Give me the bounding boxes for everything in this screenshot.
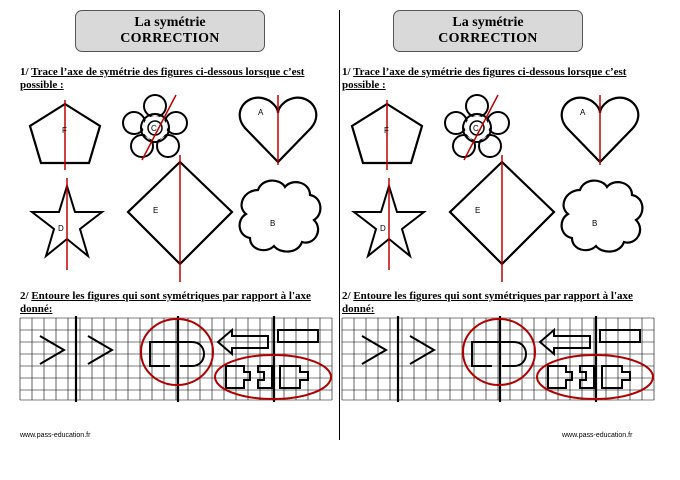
symmetry-grid	[20, 316, 332, 402]
figure-letter-f: F	[62, 126, 67, 135]
figure-cloud	[240, 181, 321, 252]
figure-heart	[240, 95, 317, 165]
figure-letter-b: B	[270, 219, 276, 228]
figure-rhombus	[128, 155, 232, 282]
page-subtitle-copy: CORRECTION	[438, 31, 538, 46]
question-1-text: Trace l’axe de symétrie des figures ci-dessous lorsque c’est possible :	[20, 66, 305, 91]
figure-letter-f-copy: F	[384, 126, 389, 135]
question-2-text: Entoure les figures qui sont symétriques par rapport à l'axe donné:	[20, 290, 311, 315]
figure-letter-d-copy: D	[380, 224, 386, 233]
figure-letter-a-copy: A	[580, 108, 586, 117]
figure-star	[32, 178, 102, 270]
figure-letter-d: D	[58, 224, 64, 233]
figure-letter-a: A	[258, 108, 264, 117]
figure-letter-e-copy: E	[475, 206, 481, 215]
question-1-text-copy: Trace l’axe de symétrie des figures ci-dessous lorsque c’est possible :	[342, 66, 627, 91]
figure-pentagon	[30, 100, 100, 170]
figure-flower	[123, 95, 187, 160]
figure-cloud-copy	[562, 181, 643, 252]
question-2-number: 2/	[20, 290, 29, 302]
figures-drawing-copy	[322, 0, 680, 480]
page-title: La symétrie	[134, 15, 206, 30]
figure-letter-e: E	[153, 206, 159, 215]
footer-url: www.pass-education.fr	[20, 432, 91, 439]
symmetry-grid-copy	[342, 316, 654, 402]
figure-letter-c-copy: C	[473, 124, 479, 133]
footer-url-copy: www.pass-education.fr	[562, 432, 633, 439]
figure-heart-copy	[562, 95, 639, 165]
page-subtitle: CORRECTION	[120, 31, 220, 46]
question-1-number: 1/	[20, 66, 29, 78]
figure-rhombus-copy	[450, 155, 554, 282]
figure-letter-b-copy: B	[592, 219, 598, 228]
worksheet-right	[340, 0, 680, 480]
figure-letter-c: C	[151, 124, 157, 133]
question-2-text-copy: Entoure les figures qui sont symétriques par rapport à l'axe donné:	[342, 290, 633, 315]
figure-star-copy	[354, 178, 424, 270]
question-1-number-copy: 1/	[342, 66, 351, 78]
figure-flower-copy	[445, 95, 509, 160]
figure-pentagon-copy	[352, 100, 422, 170]
question-2-number-copy: 2/	[342, 290, 351, 302]
page-title-copy: La symétrie	[452, 15, 524, 30]
